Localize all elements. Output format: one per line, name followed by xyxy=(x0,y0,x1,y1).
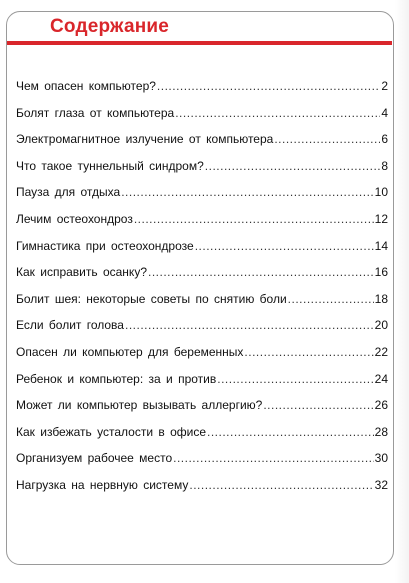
toc-dot-leader xyxy=(263,398,373,412)
toc-entry-page: 10 xyxy=(374,185,388,200)
toc-dot-leader xyxy=(217,372,373,386)
toc-entry-page: 4 xyxy=(381,105,388,120)
toc-dot-leader xyxy=(173,451,374,465)
toc-entry[interactable] xyxy=(16,425,388,452)
toc-entry-title: Нагрузка на нервную систему xyxy=(16,477,189,492)
toc-entry-title: Болит шея: некоторые советы по снятию боли xyxy=(16,291,287,306)
toc-dot-leader xyxy=(175,106,380,120)
toc-entry-page: 22 xyxy=(374,344,388,359)
toc-entry-page: 14 xyxy=(374,238,388,253)
toc-dot-leader xyxy=(121,185,373,199)
toc-dot-leader xyxy=(134,212,374,226)
toc-entry[interactable] xyxy=(16,398,388,425)
toc-entry-page: 8 xyxy=(381,158,388,173)
toc-entry-page: 2 xyxy=(381,79,388,93)
toc-dot-leader xyxy=(148,265,374,279)
toc-entry-title: Электромагнитное излучение от компьютера xyxy=(16,132,274,147)
toc-entry-page: 20 xyxy=(374,318,388,333)
toc-entry-title: Гимнастика при остеохондрозе xyxy=(16,238,194,253)
toc-entry[interactable] xyxy=(16,106,388,133)
toc-entry[interactable] xyxy=(16,212,388,239)
toc-entry[interactable] xyxy=(16,318,388,345)
toc-dot-leader xyxy=(244,345,373,359)
toc-entry-title: Опасен ли компьютер для беременных xyxy=(16,344,244,359)
toc-dot-leader xyxy=(288,292,374,306)
toc-entry-page: 18 xyxy=(374,291,388,306)
toc-entry-page: 28 xyxy=(374,424,388,439)
toc-entry-title: Что такое туннельный синдром? xyxy=(16,158,204,173)
toc-entry-title: Чем опасен компьютер? xyxy=(16,79,156,93)
header-rule xyxy=(7,41,392,45)
toc-entry[interactable] xyxy=(16,265,388,292)
scan-edge xyxy=(395,0,409,583)
toc-entry[interactable] xyxy=(16,185,388,212)
toc-entry-page: 26 xyxy=(374,398,388,413)
toc-entry-title: Организуем рабочее место xyxy=(16,451,173,466)
toc-entry-page: 16 xyxy=(374,265,388,280)
toc-entry[interactable] xyxy=(16,292,388,319)
toc-entry[interactable] xyxy=(16,79,388,106)
toc-entry[interactable] xyxy=(16,239,388,266)
table-of-contents xyxy=(16,79,388,505)
toc-dot-leader xyxy=(205,159,381,173)
toc-entry[interactable] xyxy=(16,478,388,505)
toc-entry-title: Как исправить осанку? xyxy=(16,265,147,280)
toc-entry-title: Может ли компьютер вызывать аллергию? xyxy=(16,398,263,413)
toc-dot-leader xyxy=(189,478,373,492)
toc-dot-leader xyxy=(274,132,380,146)
toc-dot-leader xyxy=(195,239,374,253)
toc-dot-leader xyxy=(207,425,374,439)
toc-entry[interactable] xyxy=(16,159,388,186)
toc-entry-title: Как избежать усталости в офисе xyxy=(16,424,206,439)
toc-entry-page: 32 xyxy=(374,477,388,492)
page-title: Содержание xyxy=(50,16,170,37)
toc-entry[interactable] xyxy=(16,372,388,399)
toc-entry[interactable] xyxy=(16,451,388,478)
toc-entry-title: Лечим остеохондроз xyxy=(16,211,133,226)
toc-entry-title: Ребенок и компьютер: за и против xyxy=(16,371,217,386)
toc-entry[interactable] xyxy=(16,345,388,372)
toc-entry-page: 24 xyxy=(374,371,388,386)
toc-dot-leader xyxy=(157,79,380,93)
toc-entry-page: 30 xyxy=(374,451,388,466)
toc-entry-page: 6 xyxy=(381,132,388,147)
toc-entry[interactable] xyxy=(16,132,388,159)
toc-entry-title: Если болит голова xyxy=(16,318,124,333)
toc-dot-leader xyxy=(125,318,374,332)
toc-entry-page: 12 xyxy=(374,211,388,226)
toc-entry-title: Болят глаза от компьютера xyxy=(16,105,175,120)
toc-entry-title: Пауза для отдыха xyxy=(16,185,121,200)
